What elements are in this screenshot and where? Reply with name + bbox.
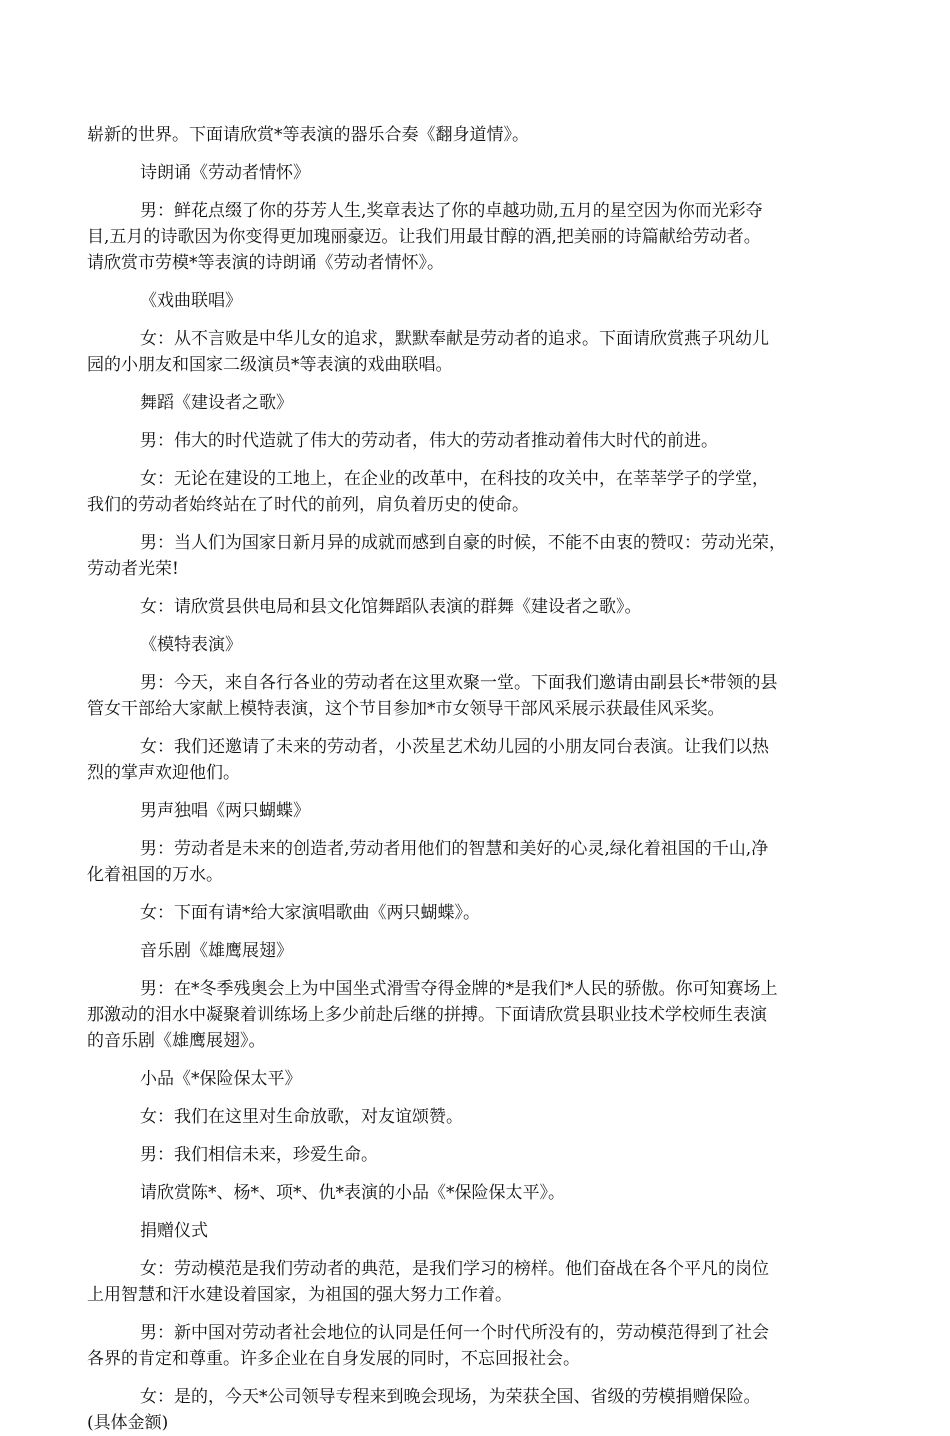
program-heading: 小品《*保险保太平》 [140,1069,302,1089]
paragraph-first-line: 男：劳动者是未来的创造者,劳动者用他们的智慧和美好的心灵,绿化着祖国的千山,净 [140,839,769,859]
paragraph-continuation-line: 园的小朋友和国家二级演员*等表演的戏曲联唱。 [87,355,453,375]
paragraph-continuation-line: 的音乐剧《雄鹰展翅》。 [87,1031,266,1051]
paragraph-first-line: 男：我们相信未来，珍爱生命。 [140,1145,378,1165]
paragraph-spacer [87,1244,867,1256]
paragraph-first-line: 女：下面有请*给大家演唱歌曲《两只蝴蝶》。 [140,903,480,923]
paragraph-spacer [87,582,867,594]
paragraph-continuation-line: 化着祖国的万水。 [87,865,223,885]
paragraph-first-line: 男：新中国对劳动者社会地位的认同是任何一个时代所没有的，劳动模范得到了社会 [140,1323,769,1343]
paragraph-spacer [87,888,867,900]
paragraph-spacer [87,964,867,976]
program-heading: 《模特表演》 [140,635,242,655]
paragraph-first-line: 男：当人们为国家日新月异的成就而感到自豪的时候，不能不由衷的赞叹：劳动光荣， [140,533,786,553]
paragraph-spacer [87,518,867,530]
paragraph-spacer [87,148,867,160]
paragraph-spacer [87,276,867,288]
paragraph-spacer [87,454,867,466]
program-heading: 捐赠仪式 [140,1221,208,1241]
program-heading: 诗朗诵《劳动者情怀》 [140,163,310,183]
paragraph-continuation-line: 崭新的世界。下面请欣赏*等表演的器乐合奏《翻身道情》。 [87,125,529,145]
program-heading: 男声独唱《两只蝴蝶》 [140,801,310,821]
paragraph-first-line: 女：我们在这里对生命放歌，对友谊颂赞。 [140,1107,463,1127]
paragraph-continuation-line: 请欣赏市劳模*等表演的诗朗诵《劳动者情怀》。 [87,253,444,273]
paragraph-spacer [87,1206,867,1218]
paragraph-spacer [87,1168,867,1180]
program-heading: 《戏曲联唱》 [140,291,242,311]
paragraph-first-line: 男：伟大的时代造就了伟大的劳动者，伟大的劳动者推动着伟大时代的前进。 [140,431,718,451]
paragraph-spacer [87,416,867,428]
paragraph-spacer [87,1308,867,1320]
paragraph-spacer [87,1130,867,1142]
paragraph-spacer [87,658,867,670]
paragraph-first-line: 请欣赏陈*、杨*、项*、仇*表演的小品《*保险保太平》。 [140,1183,565,1203]
paragraph-first-line: 女：我们还邀请了未来的劳动者，小茨星艺术幼儿园的小朋友同台表演。让我们以热 [140,737,769,757]
paragraph-spacer [87,926,867,938]
paragraph-spacer [87,314,867,326]
paragraph-spacer [87,186,867,198]
paragraph-first-line: 男：今天，来自各行各业的劳动者在这里欢聚一堂。下面我们邀请由副县长*带领的县 [140,673,778,693]
paragraph-first-line: 男：鲜花点缀了你的芬芳人生,奖章表达了你的卓越功勋,五月的星空因为你而光彩夺 [140,201,763,221]
paragraph-continuation-line: 各界的肯定和尊重。许多企业在自身发展的同时，不忘回报社会。 [87,1349,580,1369]
program-heading: 舞蹈《建设者之歌》 [140,393,293,413]
paragraph-spacer [87,1054,867,1066]
paragraph-first-line: 女：无论在建设的工地上，在企业的改革中，在科技的攻关中，在莘莘学子的学堂， [140,469,769,489]
paragraph-first-line: 女：从不言败是中华儿女的追求，默默奉献是劳动者的追求。下面请欣赏燕子巩幼儿 [140,329,769,349]
paragraph-spacer [87,824,867,836]
paragraph-continuation-line: 我们的劳动者始终站在了时代的前列，肩负着历史的使命。 [87,495,529,515]
paragraph-spacer [87,620,867,632]
paragraph-continuation-line: 烈的掌声欢迎他们。 [87,763,240,783]
paragraph-continuation-line: 那激动的泪水中凝聚着训练场上多少前赴后继的拼搏。下面请欣赏县职业技术学校师生表演 [87,1005,767,1025]
paragraph-spacer [87,722,867,734]
paragraph-spacer [87,1092,867,1104]
paragraph-continuation-line: (具体金额) [87,1413,169,1433]
paragraph-first-line: 女：劳动模范是我们劳动者的典范，是我们学习的榜样。他们奋战在各个平凡的岗位 [140,1259,769,1279]
paragraph-spacer [87,1372,867,1384]
document-body [87,122,867,1436]
paragraph-continuation-line: 劳动者光荣! [87,559,179,579]
paragraph-continuation-line: 目,五月的诗歌因为你变得更加瑰丽豪迈。让我们用最甘醇的酒,把美丽的诗篇献给劳动者。 [87,227,761,247]
paragraph-first-line: 女：请欣赏县供电局和县文化馆舞蹈队表演的群舞《建设者之歌》。 [140,597,642,617]
paragraph-first-line: 女：是的，今天*公司领导专程来到晚会现场，为荣获全国、省级的劳模捐赠保险。 [140,1387,761,1407]
paragraph-spacer [87,378,867,390]
program-heading: 音乐剧《雄鹰展翅》 [140,941,293,961]
paragraph-continuation-line: 管女干部给大家献上模特表演，这个节目参加*市女领导干部风采展示获最佳风采奖。 [87,699,725,719]
paragraph-continuation-line: 上用智慧和汗水建设着国家，为祖国的强大努力工作着。 [87,1285,512,1305]
paragraph-first-line: 男：在*冬季残奥会上为中国坐式滑雪夺得金牌的*是我们*人民的骄傲。你可知赛场上 [140,979,778,999]
paragraph-spacer [87,786,867,798]
